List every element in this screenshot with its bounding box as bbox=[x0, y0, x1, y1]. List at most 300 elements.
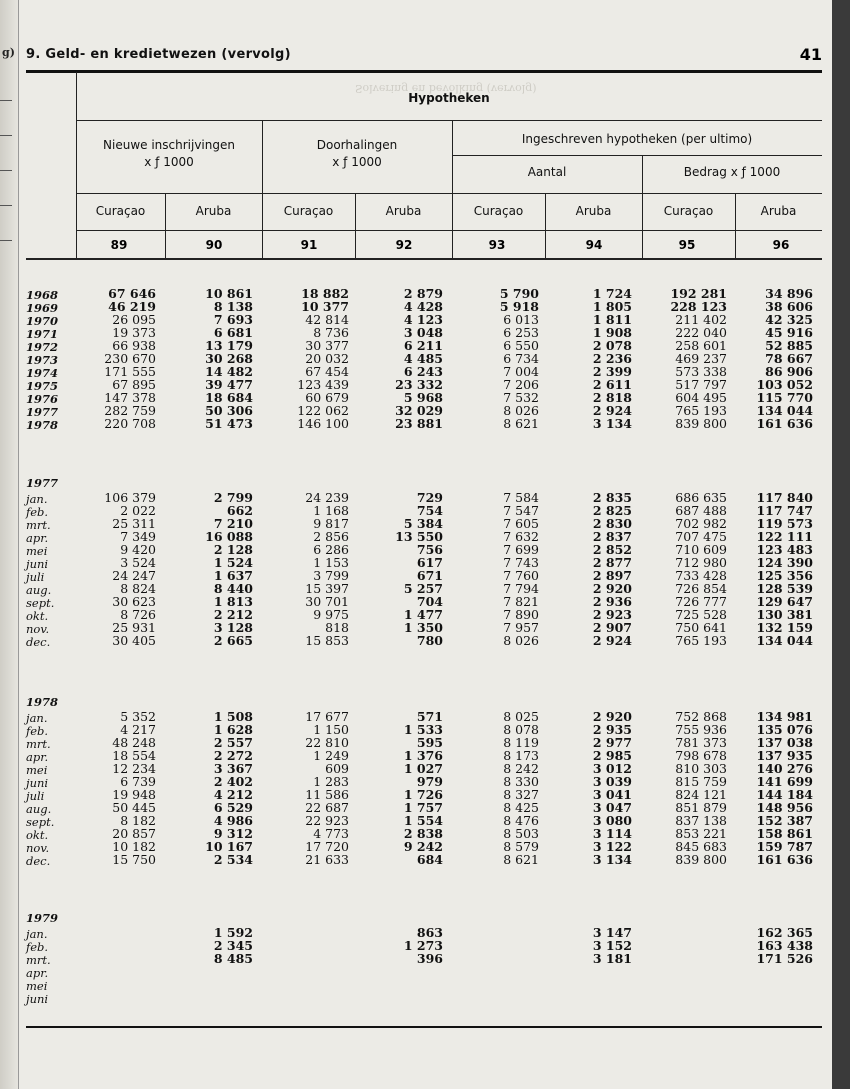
table-cell: 1 811 bbox=[592, 312, 632, 327]
table-cell: 18 554 bbox=[112, 748, 156, 763]
row-label: okt. bbox=[26, 828, 49, 842]
column-number: 93 bbox=[488, 238, 506, 252]
table-cell: 1 249 bbox=[313, 748, 349, 763]
table-cell: 3 799 bbox=[313, 568, 349, 583]
table-cell: 10 167 bbox=[205, 839, 253, 854]
table-cell: 1 524 bbox=[213, 555, 253, 570]
column-number: 94 bbox=[585, 238, 603, 252]
subhead-aruba-96: Aruba bbox=[760, 204, 797, 218]
table-cell: 571 bbox=[416, 709, 443, 724]
table-cell: 1 908 bbox=[592, 325, 632, 340]
table-cell: 22 687 bbox=[305, 800, 349, 815]
table-cell: 837 138 bbox=[675, 813, 727, 828]
table-cell: 604 495 bbox=[675, 390, 727, 405]
table-cell: 1 592 bbox=[213, 925, 253, 940]
table-cell: 122 111 bbox=[756, 529, 813, 544]
table-cell: 3 367 bbox=[213, 761, 253, 776]
table-cell: 2 399 bbox=[592, 364, 632, 379]
row-label: feb. bbox=[26, 724, 49, 738]
table-cell: 30 623 bbox=[112, 594, 156, 609]
table-cell: 51 473 bbox=[205, 416, 253, 431]
table-cell: 22 810 bbox=[305, 735, 349, 750]
header-bedrag: Bedrag x ƒ 1000 bbox=[683, 165, 781, 179]
table-cell: 67 646 bbox=[108, 286, 156, 301]
table-cell: 7 547 bbox=[503, 503, 539, 518]
table-cell: 765 193 bbox=[675, 403, 727, 418]
table-cell: 8 173 bbox=[503, 748, 539, 763]
table-cell: 50 445 bbox=[112, 800, 156, 815]
table-cell: 171 526 bbox=[756, 951, 813, 966]
table-cell: 192 281 bbox=[670, 286, 727, 301]
table-cell: 6 253 bbox=[503, 325, 539, 340]
row-label: juli bbox=[26, 570, 45, 584]
table-cell: 6 550 bbox=[503, 338, 539, 353]
table-cell: 15 397 bbox=[305, 581, 349, 596]
table-cell: 7 760 bbox=[503, 568, 539, 583]
table-cell: 1 027 bbox=[403, 761, 443, 776]
row-label: sept. bbox=[26, 596, 55, 610]
table-cell: 144 184 bbox=[756, 787, 813, 802]
subhead-curacao-91: Curaçao bbox=[283, 204, 334, 218]
table-cell: 228 123 bbox=[670, 299, 727, 314]
table-cell: 60 679 bbox=[305, 390, 349, 405]
table-cell: 7 584 bbox=[503, 490, 539, 505]
column-number: 92 bbox=[395, 238, 413, 252]
table-cell: 798 678 bbox=[675, 748, 727, 763]
page-number: 41 bbox=[799, 45, 822, 64]
table-cell: 19 948 bbox=[112, 787, 156, 802]
table-cell: 32 029 bbox=[395, 403, 443, 418]
table-cell: 2 838 bbox=[403, 826, 443, 841]
table-cell: 573 338 bbox=[675, 364, 727, 379]
header-nieuwe-unit: x ƒ 1000 bbox=[144, 155, 194, 169]
table-cell: 15 750 bbox=[112, 852, 156, 867]
table-cell: 24 239 bbox=[305, 490, 349, 505]
subhead-aruba-90: Aruba bbox=[195, 204, 232, 218]
table-cell: 781 373 bbox=[675, 735, 727, 750]
table-cell: 7 210 bbox=[213, 516, 253, 531]
table-cell: 25 931 bbox=[112, 620, 156, 635]
table-cell: 5 918 bbox=[499, 299, 539, 314]
table-cell: 20 857 bbox=[112, 826, 156, 841]
table-cell: 1 805 bbox=[592, 299, 632, 314]
table-cell: 2 837 bbox=[592, 529, 632, 544]
table-cell: 754 bbox=[416, 503, 443, 518]
table-cell: 750 641 bbox=[675, 620, 727, 635]
row-label: 1973 bbox=[26, 353, 59, 367]
table-cell: 211 402 bbox=[675, 312, 727, 327]
table-cell: 9 312 bbox=[213, 826, 253, 841]
table-cell: 42 325 bbox=[765, 312, 813, 327]
table-cell: 2 402 bbox=[213, 774, 253, 789]
table-cell: 7 890 bbox=[503, 607, 539, 622]
table-cell: 5 384 bbox=[403, 516, 443, 531]
table-cell: 22 923 bbox=[305, 813, 349, 828]
row-label: juni bbox=[26, 776, 49, 790]
table-cell: 9 975 bbox=[313, 607, 349, 622]
row-label: 1974 bbox=[26, 366, 59, 380]
table-cell: 8 138 bbox=[213, 299, 253, 314]
table-cell: 2 907 bbox=[592, 620, 632, 635]
row-label: apr. bbox=[26, 966, 49, 980]
table-cell: 733 428 bbox=[675, 568, 727, 583]
table-cell: 3 122 bbox=[592, 839, 632, 854]
table-cell: 3 147 bbox=[592, 925, 632, 940]
column-number: 95 bbox=[678, 238, 696, 252]
table-cell: 8 440 bbox=[213, 581, 253, 596]
table-cell: 4 217 bbox=[120, 722, 156, 737]
header-aantal: Aantal bbox=[527, 165, 567, 179]
subhead-aruba-94: Aruba bbox=[575, 204, 612, 218]
table-cell: 9 817 bbox=[313, 516, 349, 531]
table-cell: 2 835 bbox=[592, 490, 632, 505]
table-cell: 282 759 bbox=[104, 403, 156, 418]
table-cell: 13 179 bbox=[205, 338, 253, 353]
table-cell: 2 923 bbox=[592, 607, 632, 622]
table-cell: 2 856 bbox=[313, 529, 349, 544]
row-label: apr. bbox=[26, 750, 49, 764]
row-label: mei bbox=[26, 979, 48, 993]
header-doorhalingen: Doorhalingen bbox=[316, 138, 398, 152]
subhead-aruba-92: Aruba bbox=[385, 204, 422, 218]
table-cell: 123 439 bbox=[297, 377, 349, 392]
column-number: 91 bbox=[300, 238, 318, 252]
table-cell: 4 986 bbox=[213, 813, 253, 828]
table-cell: 687 488 bbox=[675, 503, 727, 518]
header-ingeschreven: Ingeschreven hypotheken (per ultimo) bbox=[521, 132, 753, 146]
table-cell: 132 159 bbox=[756, 620, 813, 635]
table-cell: 6 739 bbox=[120, 774, 156, 789]
table-cell: 2 897 bbox=[592, 568, 632, 583]
table-cell: 3 048 bbox=[403, 325, 443, 340]
table-cell: 726 777 bbox=[675, 594, 727, 609]
table-cell: 595 bbox=[416, 735, 443, 750]
row-label: dec. bbox=[26, 854, 51, 868]
table-cell: 230 670 bbox=[104, 351, 156, 366]
table-cell: 17 720 bbox=[305, 839, 349, 854]
row-label: aug. bbox=[26, 583, 52, 597]
table-cell: 8 425 bbox=[503, 800, 539, 815]
table-cell: 1 757 bbox=[403, 800, 443, 815]
table-cell: 220 708 bbox=[104, 416, 156, 431]
table-cell: 128 539 bbox=[756, 581, 813, 596]
table-cell: 124 390 bbox=[756, 555, 813, 570]
table-cell: 810 303 bbox=[675, 761, 727, 776]
table-cell: 469 237 bbox=[675, 351, 727, 366]
table-cell: 662 bbox=[226, 503, 253, 518]
table-cell: 146 100 bbox=[297, 416, 349, 431]
table-cell: 780 bbox=[416, 633, 443, 648]
table-cell: 2 078 bbox=[592, 338, 632, 353]
row-label: feb. bbox=[26, 505, 49, 519]
table-cell: 5 352 bbox=[120, 709, 156, 724]
table-cell: 617 bbox=[416, 555, 443, 570]
table-cell: 16 088 bbox=[205, 529, 253, 544]
table-cell: 39 477 bbox=[205, 377, 253, 392]
table-cell: 125 356 bbox=[756, 568, 813, 583]
table-cell: 1 813 bbox=[213, 594, 253, 609]
table-cell: 119 573 bbox=[756, 516, 813, 531]
table-cell: 1 376 bbox=[403, 748, 443, 763]
table-cell: 726 854 bbox=[675, 581, 727, 596]
column-number: 90 bbox=[205, 238, 223, 252]
table-cell: 2 799 bbox=[213, 490, 253, 505]
table-cell: 3 039 bbox=[592, 774, 632, 789]
column-number: 89 bbox=[110, 238, 128, 252]
table-cell: 129 647 bbox=[756, 594, 813, 609]
page-header bbox=[26, 45, 822, 69]
table-cell: 5 968 bbox=[403, 390, 443, 405]
header-rule bbox=[26, 70, 822, 73]
table-cell: 7 004 bbox=[503, 364, 539, 379]
table-cell: 115 770 bbox=[756, 390, 813, 405]
table-cell: 824 121 bbox=[675, 787, 727, 802]
table-cell: 2 985 bbox=[592, 748, 632, 763]
table-cell: 7 206 bbox=[503, 377, 539, 392]
table-cell: 117 840 bbox=[756, 490, 813, 505]
table-cell: 8 503 bbox=[503, 826, 539, 841]
table-cell: 34 896 bbox=[765, 286, 813, 301]
table-cell: 6 243 bbox=[403, 364, 443, 379]
row-label: 1971 bbox=[26, 327, 59, 341]
table-cell: 6 286 bbox=[313, 542, 349, 557]
table-cell: 159 787 bbox=[756, 839, 813, 854]
table-cell: 20 032 bbox=[305, 351, 349, 366]
table-cell: 2 818 bbox=[592, 390, 632, 405]
table-cell: 30 268 bbox=[205, 351, 253, 366]
table-cell: 863 bbox=[416, 925, 443, 940]
table-cell: 8 026 bbox=[503, 403, 539, 418]
row-label: jan. bbox=[26, 711, 48, 725]
table-cell: 18 882 bbox=[301, 286, 349, 301]
table-cell: 8 119 bbox=[503, 735, 539, 750]
row-label: okt. bbox=[26, 609, 49, 623]
table-cell: 3 080 bbox=[592, 813, 632, 828]
row-label: sept. bbox=[26, 815, 55, 829]
table-cell: 8 078 bbox=[503, 722, 539, 737]
table-cell: 756 bbox=[416, 542, 443, 557]
table-cell: 2 611 bbox=[592, 377, 632, 392]
table-cell: 134 044 bbox=[756, 403, 813, 418]
table-cell: 18 684 bbox=[205, 390, 253, 405]
table-cell: 2 128 bbox=[213, 542, 253, 557]
table-cell: 6 681 bbox=[213, 325, 253, 340]
table-cell: 704 bbox=[416, 594, 443, 609]
table-cell: 1 168 bbox=[313, 503, 349, 518]
table-cell: 752 868 bbox=[675, 709, 727, 724]
table-cell: 161 636 bbox=[756, 852, 813, 867]
block-year-label: 1979 bbox=[26, 911, 59, 925]
row-label: mei bbox=[26, 544, 48, 558]
table-cell: 2 022 bbox=[120, 503, 156, 518]
table-cell: 30 377 bbox=[305, 338, 349, 353]
table-cell: 7 957 bbox=[503, 620, 539, 635]
row-label: juni bbox=[26, 557, 49, 571]
table-cell: 517 797 bbox=[675, 377, 727, 392]
table-cell: 8 485 bbox=[213, 951, 253, 966]
table-cell: 5 790 bbox=[499, 286, 539, 301]
table-cell: 707 475 bbox=[675, 529, 727, 544]
table-cell: 2 272 bbox=[213, 748, 253, 763]
table-cell: 50 306 bbox=[205, 403, 253, 418]
table-cell: 7 693 bbox=[213, 312, 253, 327]
table-cell: 1 477 bbox=[403, 607, 443, 622]
table-cell: 10 182 bbox=[112, 839, 156, 854]
table-cell: 2 924 bbox=[592, 633, 632, 648]
row-label: nov. bbox=[26, 841, 50, 855]
table-cell: 2 852 bbox=[592, 542, 632, 557]
table-cell: 2 345 bbox=[213, 938, 253, 953]
table-cell: 8 736 bbox=[313, 325, 349, 340]
table-cell: 7 743 bbox=[503, 555, 539, 570]
table-cell: 8 182 bbox=[120, 813, 156, 828]
show-through-text: Solvering en bevolking (vervolg) bbox=[355, 82, 537, 95]
row-label: nov. bbox=[26, 622, 50, 636]
row-label: mrt. bbox=[26, 953, 51, 967]
table-cell: 8 476 bbox=[503, 813, 539, 828]
table-cell: 4 123 bbox=[403, 312, 443, 327]
table-cell: 1 150 bbox=[313, 722, 349, 737]
table-cell: 14 482 bbox=[205, 364, 253, 379]
table-cell: 135 076 bbox=[756, 722, 813, 737]
table-cell: 148 956 bbox=[756, 800, 813, 815]
table-cell: 9 420 bbox=[120, 542, 156, 557]
table-cell: 2 977 bbox=[592, 735, 632, 750]
table-cell: 1 554 bbox=[403, 813, 443, 828]
table-cell: 42 814 bbox=[305, 312, 349, 327]
table-cell: 171 555 bbox=[104, 364, 156, 379]
table-cell: 2 825 bbox=[592, 503, 632, 518]
table-cell: 26 095 bbox=[112, 312, 156, 327]
table-cell: 2 236 bbox=[592, 351, 632, 366]
table-cell: 853 221 bbox=[675, 826, 727, 841]
table-cell: 979 bbox=[416, 774, 443, 789]
table-cell: 5 257 bbox=[403, 581, 443, 596]
table-cell: 48 248 bbox=[112, 735, 156, 750]
row-label: 1968 bbox=[26, 288, 59, 302]
table-cell: 3 128 bbox=[213, 620, 253, 635]
table-cell: 2 534 bbox=[213, 852, 253, 867]
table-cell: 52 885 bbox=[765, 338, 813, 353]
row-label: 1978 bbox=[26, 418, 59, 432]
row-label: 1976 bbox=[26, 392, 59, 406]
table-cell: 137 038 bbox=[756, 735, 813, 750]
table-cell: 1 273 bbox=[403, 938, 443, 953]
table-cell: 134 044 bbox=[756, 633, 813, 648]
table-cell: 4 485 bbox=[403, 351, 443, 366]
row-label: juli bbox=[26, 789, 45, 803]
table-cell: 2 877 bbox=[592, 555, 632, 570]
row-label: 1977 bbox=[26, 405, 59, 419]
table-cell: 2 920 bbox=[592, 709, 632, 724]
row-label: feb. bbox=[26, 940, 49, 954]
table-cell: 8 330 bbox=[503, 774, 539, 789]
table-cell: 755 936 bbox=[675, 722, 727, 737]
table-cell: 2 212 bbox=[213, 607, 253, 622]
table-cell: 23 332 bbox=[395, 377, 443, 392]
header-hypotheken: Hypotheken bbox=[408, 91, 490, 105]
table-cell: 7 794 bbox=[503, 581, 539, 596]
table-cell: 158 861 bbox=[756, 826, 813, 841]
row-label: aug. bbox=[26, 802, 52, 816]
subhead-curacao-93: Curaçao bbox=[473, 204, 524, 218]
table-cell: 4 428 bbox=[403, 299, 443, 314]
table-cell: 163 438 bbox=[756, 938, 813, 953]
table-cell: 7 349 bbox=[120, 529, 156, 544]
table-cell: 2 665 bbox=[213, 633, 253, 648]
table-cell: 2 557 bbox=[213, 735, 253, 750]
table-cell: 1 508 bbox=[213, 709, 253, 724]
table-cell: 19 373 bbox=[112, 325, 156, 340]
table-cell: 66 938 bbox=[112, 338, 156, 353]
table-cell: 258 601 bbox=[675, 338, 727, 353]
table-cell: 7 605 bbox=[503, 516, 539, 531]
table-cell: 162 365 bbox=[756, 925, 813, 940]
table-cell: 86 906 bbox=[765, 364, 813, 379]
row-label: 1972 bbox=[26, 340, 59, 354]
table-cell: 134 981 bbox=[756, 709, 813, 724]
table-cell: 2 920 bbox=[592, 581, 632, 596]
table-cell: 8 026 bbox=[503, 633, 539, 648]
table-cell: 6 013 bbox=[503, 312, 539, 327]
table-cell: 3 012 bbox=[592, 761, 632, 776]
table-cell: 2 879 bbox=[403, 286, 443, 301]
table-cell: 684 bbox=[416, 852, 443, 867]
table-cell: 25 311 bbox=[112, 516, 156, 531]
table-cell: 702 982 bbox=[675, 516, 727, 531]
table-cell: 21 633 bbox=[305, 852, 349, 867]
table-cell: 67 895 bbox=[112, 377, 156, 392]
table-cell: 712 980 bbox=[675, 555, 727, 570]
table-cell: 729 bbox=[416, 490, 443, 505]
table-cell: 815 759 bbox=[675, 774, 727, 789]
table-cell: 845 683 bbox=[675, 839, 727, 854]
table-cell: 2 935 bbox=[592, 722, 632, 737]
table-cell: 1 726 bbox=[403, 787, 443, 802]
table-cell: 8 726 bbox=[120, 607, 156, 622]
table-cell: 3 114 bbox=[592, 826, 632, 841]
table-cell: 8 579 bbox=[503, 839, 539, 854]
table-cell: 6 211 bbox=[403, 338, 443, 353]
section-title: 9. Geld- en kredietwezen (vervolg) bbox=[26, 47, 291, 62]
table-cell: 3 181 bbox=[592, 951, 632, 966]
table-cell: 686 635 bbox=[675, 490, 727, 505]
adjacent-page-edge bbox=[0, 0, 19, 1089]
table-cell: 8 824 bbox=[120, 581, 156, 596]
table-cell: 23 881 bbox=[395, 416, 443, 431]
table-cell: 45 916 bbox=[765, 325, 813, 340]
table-cell: 1 533 bbox=[403, 722, 443, 737]
table-cell: 7 699 bbox=[503, 542, 539, 557]
table-cell: 765 193 bbox=[675, 633, 727, 648]
table-cell: 152 387 bbox=[756, 813, 813, 828]
table-cell: 38 606 bbox=[765, 299, 813, 314]
table-cell: 117 747 bbox=[756, 503, 813, 518]
table-cell: 140 276 bbox=[756, 761, 813, 776]
row-label: mrt. bbox=[26, 518, 51, 532]
table-cell: 130 381 bbox=[756, 607, 813, 622]
row-label: 1970 bbox=[26, 314, 59, 328]
table-cell: 8 327 bbox=[503, 787, 539, 802]
table-cell: 8 621 bbox=[503, 416, 539, 431]
table-cell: 137 935 bbox=[756, 748, 813, 763]
block-year-label: 1978 bbox=[26, 695, 59, 709]
row-label: jan. bbox=[26, 927, 48, 941]
row-label: mei bbox=[26, 763, 48, 777]
table-cell: 839 800 bbox=[675, 852, 727, 867]
table-cell: 13 550 bbox=[395, 529, 443, 544]
table-cell: 396 bbox=[416, 951, 443, 966]
